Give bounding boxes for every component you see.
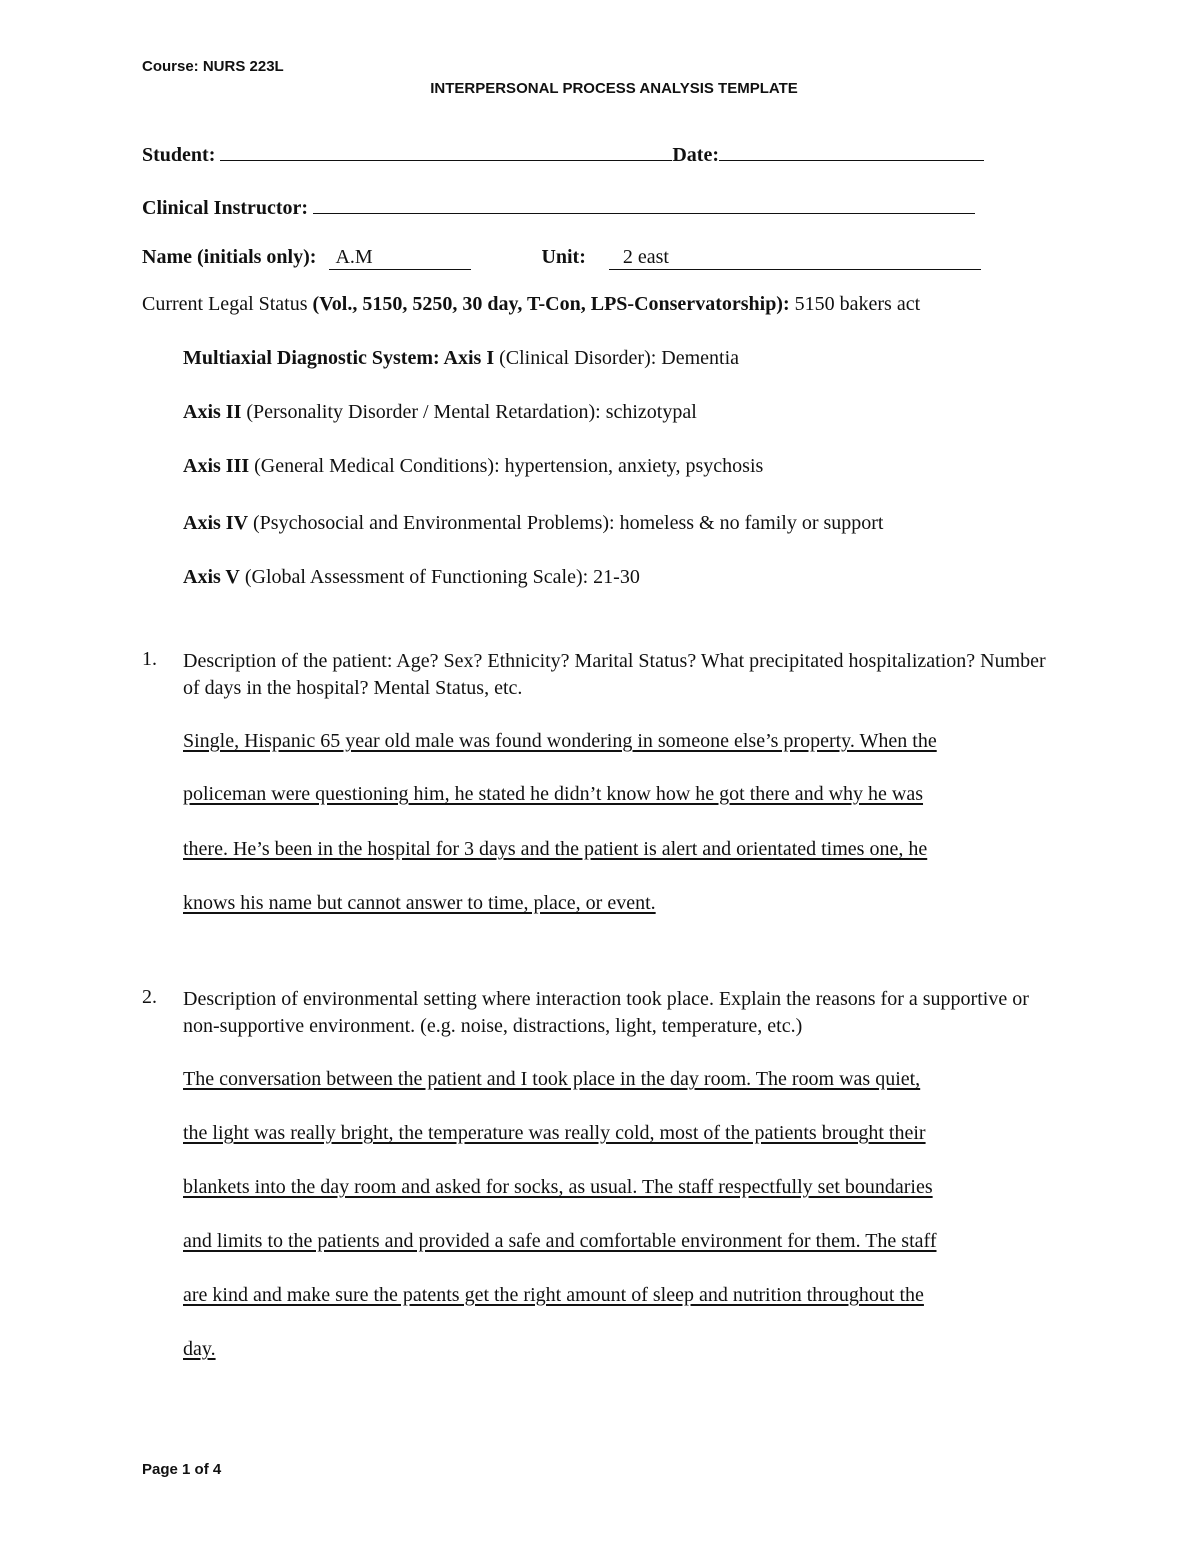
answer-2-line: The conversation between the patient and I took place in the day room. The room was quiet, [183,1068,921,1090]
axis-ii-label: Axis II [183,401,242,423]
axis-ii-value: (Personality Disorder / Mental Retardation): schizotypal [246,401,697,423]
student-field[interactable] [220,142,672,161]
unit-label: Unit: [541,246,586,268]
page-number: Page 1 of 4 [142,1461,222,1478]
answer-2-line: are kind and make sure the patents get the right amount of sleep and nutrition throughout the [183,1284,924,1306]
axis-iv-value: (Psychosocial and Environmental Problems): homeless & no family or support [253,512,884,534]
student-date-row [142,142,984,167]
legal-status-row [142,293,920,316]
instructor-row [142,195,975,220]
document-title: INTERPERSONAL PROCESS ANALYSIS TEMPLATE [430,80,798,97]
answer-2-line: day. [183,1338,216,1360]
answer-2-line: blankets into the day room and asked for socks, as usual. The staff respectfully set boundaries [183,1176,933,1198]
axis-i-row [183,347,739,370]
unit-value: 2 east [622,246,669,268]
name-unit-row [142,246,981,270]
course-label: Course: NURS 223L [142,58,284,75]
question-2-number: 2. [142,986,157,1008]
question-2-text: Description of environmental setting where interaction took place. Explain the reasons for a supportive or non-supportive environment. (e.g. noise, distractions, light, temperature, etc.) [183,988,1029,1037]
axis-iii-label: Axis III [183,455,250,477]
answer-2-line: and limits to the patients and provided a safe and comfortable environment for them. The staff [183,1230,937,1252]
name-value: A.M [335,246,373,268]
unit-field[interactable] [609,246,981,270]
question-1-number: 1. [142,648,157,670]
axis-iv-row [183,512,883,535]
name-label: Name (initials only): [142,246,317,268]
axis-v-value: (Global Assessment of Functioning Scale): 21-30 [244,566,640,588]
answer-1-line: knows his name but cannot answer to time, place, or event. [183,892,656,914]
axis-i-value: (Clinical Disorder): Dementia [499,347,740,369]
instructor-label: Clinical Instructor: [142,197,309,219]
axis-v-row [183,566,640,589]
answer-2-line: the light was really bright, the temperature was really cold, most of the patients brought their [183,1122,926,1144]
answer-1-line: there. He’s been in the hospital for 3 days and the patient is alert and orientated times one, he [183,838,928,860]
axis-iii-row [183,455,763,478]
name-field[interactable] [329,246,471,270]
axis-v-label: Axis V [183,566,240,588]
legal-status-value: 5150 bakers act [794,293,921,315]
axis-iii-value: (General Medical Conditions): hypertension, anxiety, psychosis [254,455,764,477]
date-label: Date: [672,144,719,166]
axis-ii-row [183,401,697,424]
answer-1-line: Single, Hispanic 65 year old male was found wondering in someone else’s property. When the [183,730,937,752]
question-1-text: Description of the patient: Age? Sex? Ethnicity? Marital Status? What precipitated hospitalization? Number of days in the hospital? Mental Status, etc. [183,650,1046,699]
answer-1-line: policeman were questioning him, he stated he didn’t know how he got there and why he was [183,783,924,805]
instructor-field[interactable] [313,195,975,214]
legal-status-label: Current Legal Status [142,293,308,315]
axis-iv-label: Axis IV [183,512,249,534]
axis-i-label: Multiaxial Diagnostic System: Axis I [183,347,495,369]
date-field[interactable] [719,142,984,161]
student-label: Student: [142,144,216,166]
legal-status-options: (Vol., 5150, 5250, 30 day, T-Con, LPS-Conservatorship): [312,293,790,315]
